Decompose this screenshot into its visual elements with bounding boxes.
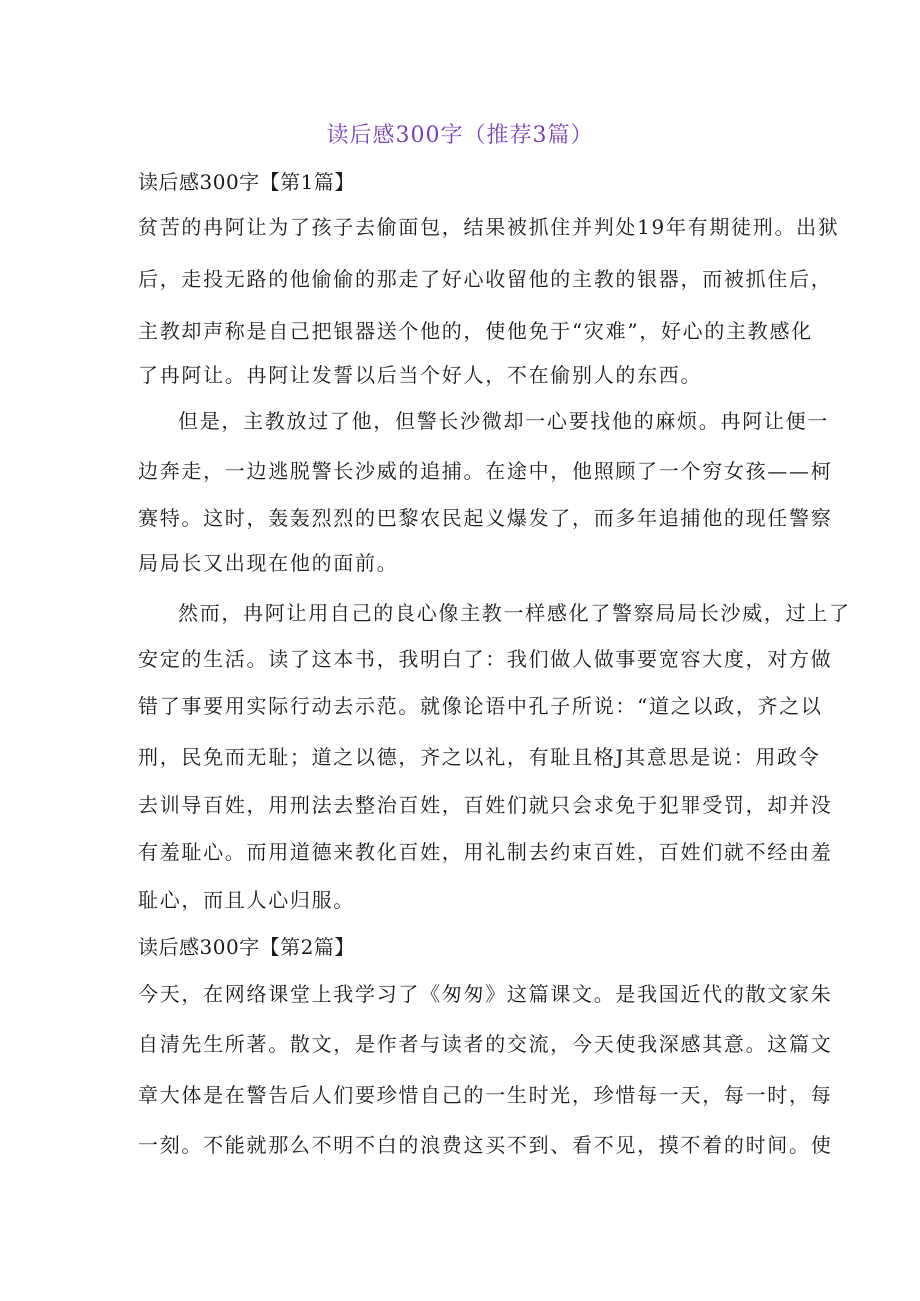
paragraph-line: 耻心，而且人心归服。 xyxy=(138,888,355,912)
section-1-heading: 读后感300字【第1篇】 xyxy=(138,170,355,194)
paragraph-line: 然而，冉阿让用自己的良心像主教一样感化了警察局局长沙威，过上了 xyxy=(178,601,851,625)
paragraph-line: 贫苦的冉阿让为了孩子去偷面包，结果被抓住并判处19年有期徒刑。出狱 xyxy=(138,215,840,239)
paragraph-line: 今天，在网络课堂上我学习了《匆匆》这篇课文。是我国近代的散文家朱 xyxy=(138,982,833,1006)
paragraph-line: 章大体是在警告后人们要珍惜自己的一生时光，珍惜每一天，每一时，每 xyxy=(138,1083,833,1107)
paragraph-line: 去训导百姓，用刑法去整治百姓，百姓们就只会求免于犯罪受罚，却并没 xyxy=(138,793,833,817)
paragraph-line: 一刻。不能就那么不明不白的浪费这买不到、看不见，摸不着的时间。使 xyxy=(138,1133,833,1157)
paragraph-line: 安定的生活。读了这本书，我明白了：我们做人做事要宽容大度，对方做 xyxy=(138,647,833,671)
paragraph-line: 但是，主教放过了他，但警长沙微却一心要找他的麻烦。冉阿让便一 xyxy=(178,409,829,433)
paragraph-line: 错了事要用实际行动去示范。就像论语中孔子所说：“道之以政，齐之以 xyxy=(138,694,823,718)
section-2-heading: 读后感300字【第2篇】 xyxy=(138,935,355,959)
document-title: 读后感300字（推荐3篇） xyxy=(326,123,594,148)
paragraph-line: 后，走投无路的他偷偷的那走了好心收留他的主教的银器，而被抓住后， xyxy=(138,267,833,291)
paragraph-line: 有羞耻心。而用道德来教化百姓，用礼制去约束百姓，百姓们就不经由羞 xyxy=(138,840,833,864)
paragraph-line: 赛特。这时，轰轰烈烈的巴黎农民起义爆发了，而多年追捕他的现任警察 xyxy=(138,506,833,530)
paragraph-line: 边奔走，一边逃脱警长沙威的追捕。在途中，他照顾了一个穷女孩——柯 xyxy=(138,459,833,483)
paragraph-line: 主教却声称是自己把银器送个他的，使他免于“灾难”，好心的主教感化 xyxy=(138,319,813,343)
paragraph-line: 自清先生所著。散文，是作者与读者的交流，今天使我深感其意。这篇文 xyxy=(138,1032,833,1056)
paragraph-line: 刑，民免而无耻；道之以德，齐之以礼，有耻且格J其意思是说：用政令 xyxy=(138,745,821,769)
paragraph-line: 局局长又出现在他的面前。 xyxy=(138,551,399,575)
paragraph-line: 了冉阿让。冉阿让发誓以后当个好人，不在偷别人的东西。 xyxy=(138,363,703,387)
